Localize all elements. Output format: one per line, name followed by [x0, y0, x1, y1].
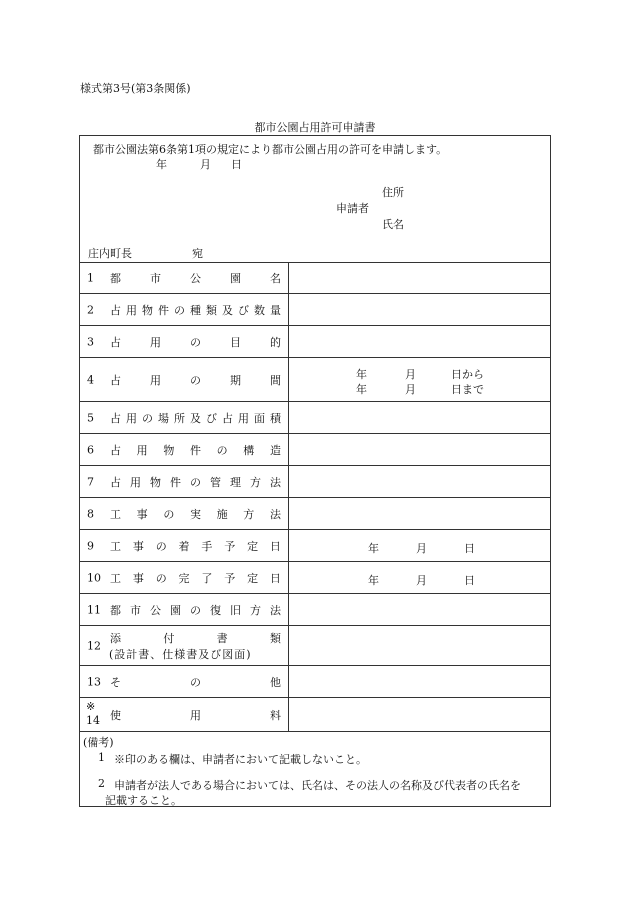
park-name-field[interactable]	[289, 262, 550, 293]
row-label-attachments	[80, 626, 289, 665]
note-number: 1	[98, 751, 105, 764]
row-label-object-type	[80, 294, 289, 325]
table-row	[80, 434, 550, 466]
table-row	[80, 466, 550, 498]
row-label: 工 事 の 完 了 予 定 日	[110, 571, 281, 585]
row-label: 工 事 の 着 手 予 定 日	[110, 539, 281, 553]
row-label: 添 付 書 類	[110, 632, 281, 645]
row-label: そ の 他	[110, 675, 281, 689]
application-statement: 都市公園法第6条第1項の規定により都市公園占用の許可を申請します。	[93, 143, 448, 156]
row-number: 2	[87, 303, 94, 316]
date-day-label: 日	[231, 158, 242, 171]
table-row	[80, 530, 550, 562]
row-number: ※14	[86, 700, 100, 727]
row-label-management	[80, 466, 289, 497]
management-field[interactable]	[289, 466, 550, 497]
completion-month-label: 月	[416, 574, 427, 587]
notes-heading: (備考)	[83, 736, 114, 749]
table-row	[80, 666, 550, 698]
row-number: 11	[87, 603, 101, 616]
completion-date-field[interactable]	[289, 562, 550, 593]
date-month-label: 月	[200, 158, 211, 171]
table-row	[80, 326, 550, 358]
construction-method-field[interactable]	[289, 498, 550, 529]
period-until-year: 年	[356, 383, 367, 396]
row-label: 使 用 料	[110, 708, 281, 722]
note-1: ※印のある欄は、申請者において記載しないこと。	[114, 753, 367, 766]
note-2-line-1: 申請者が法人である場合においては、氏名は、その法人の名称及び代表者の氏名を	[114, 779, 521, 792]
start-day-label: 日	[464, 542, 475, 555]
start-date-field[interactable]	[289, 530, 550, 561]
application-form	[79, 135, 551, 807]
row-label: 都 市 公 園 の 復 旧 方 法	[110, 603, 281, 617]
row-number: 12	[87, 639, 101, 652]
row-number: 3	[87, 335, 94, 348]
row-label-period	[80, 358, 289, 401]
row-label-completion-date	[80, 562, 289, 593]
table-row	[80, 562, 550, 594]
row-label-start-date	[80, 530, 289, 561]
row-label-purpose	[80, 326, 289, 357]
row-number: 8	[87, 507, 94, 520]
table-row	[80, 402, 550, 434]
attachments-subtitle: (設計書、仕様書及び図面)	[109, 648, 252, 661]
table-row	[80, 262, 550, 294]
row-label: 占 用 物 件 の 構 造	[110, 443, 281, 457]
row-label-other	[80, 666, 289, 697]
start-year-label: 年	[368, 542, 379, 555]
row-number: 9	[87, 539, 94, 552]
row-number: 10	[87, 571, 101, 584]
period-until-month: 月	[405, 383, 416, 396]
address-label: 住所	[382, 186, 404, 199]
note-number: 2	[98, 777, 105, 790]
period-from-month: 月	[405, 368, 416, 381]
document-title: 都市公園占用許可申請書	[254, 121, 376, 134]
addressee: 庄内町長	[88, 247, 132, 260]
row-number: 5	[87, 411, 94, 424]
table-row	[80, 594, 550, 626]
start-month-label: 月	[416, 542, 427, 555]
table-row	[80, 294, 550, 326]
row-label-location-area	[80, 402, 289, 433]
row-label-restoration	[80, 594, 289, 625]
fee-field	[289, 698, 550, 731]
row-label: 工 事 の 実 施 方 法	[110, 507, 281, 521]
row-label: 占 用 の 目 的	[110, 335, 281, 349]
name-label: 氏名	[382, 218, 404, 231]
table-row	[80, 698, 550, 732]
row-label: 占 用 の 場 所 及 び 占 用 面 積	[110, 411, 281, 425]
other-field[interactable]	[289, 666, 550, 697]
applicant-label: 申請者	[336, 202, 369, 215]
row-number: 6	[87, 443, 94, 456]
completion-year-label: 年	[368, 574, 379, 587]
note-2-line-2: 記載すること。	[105, 794, 182, 807]
row-label-fee	[80, 698, 289, 731]
structure-field[interactable]	[289, 434, 550, 465]
table-row	[80, 498, 550, 530]
row-number: 13	[87, 675, 101, 688]
row-number: 4	[87, 373, 94, 386]
row-label: 占 用 物 件 の 管 理 方 法	[110, 475, 281, 489]
period-until-day: 日まで	[451, 383, 484, 396]
object-type-field[interactable]	[289, 294, 550, 325]
location-area-field[interactable]	[289, 402, 550, 433]
row-label: 占 用 物 件 の 種 類 及 び 数 量	[110, 303, 281, 317]
application-header	[80, 136, 550, 263]
row-number: 1	[87, 271, 94, 284]
row-label: 都 市 公 園 名	[110, 271, 281, 285]
restoration-field[interactable]	[289, 594, 550, 625]
period-from-day: 日から	[451, 368, 484, 381]
row-label: 占 用 の 期 間	[110, 373, 281, 387]
purpose-field[interactable]	[289, 326, 550, 357]
row-number: 7	[87, 475, 94, 488]
row-label-park-name	[80, 262, 289, 293]
row-label-structure	[80, 434, 289, 465]
table-row	[80, 358, 550, 402]
row-label-construction-method	[80, 498, 289, 529]
completion-day-label: 日	[464, 574, 475, 587]
addressee-suffix: 宛	[192, 247, 203, 260]
date-year-label: 年	[156, 158, 167, 171]
table-row	[80, 626, 550, 666]
attachments-field[interactable]	[289, 626, 550, 665]
period-from-year: 年	[356, 368, 367, 381]
form-number: 様式第3号(第3条関係)	[80, 82, 191, 95]
period-field[interactable]	[289, 358, 550, 401]
